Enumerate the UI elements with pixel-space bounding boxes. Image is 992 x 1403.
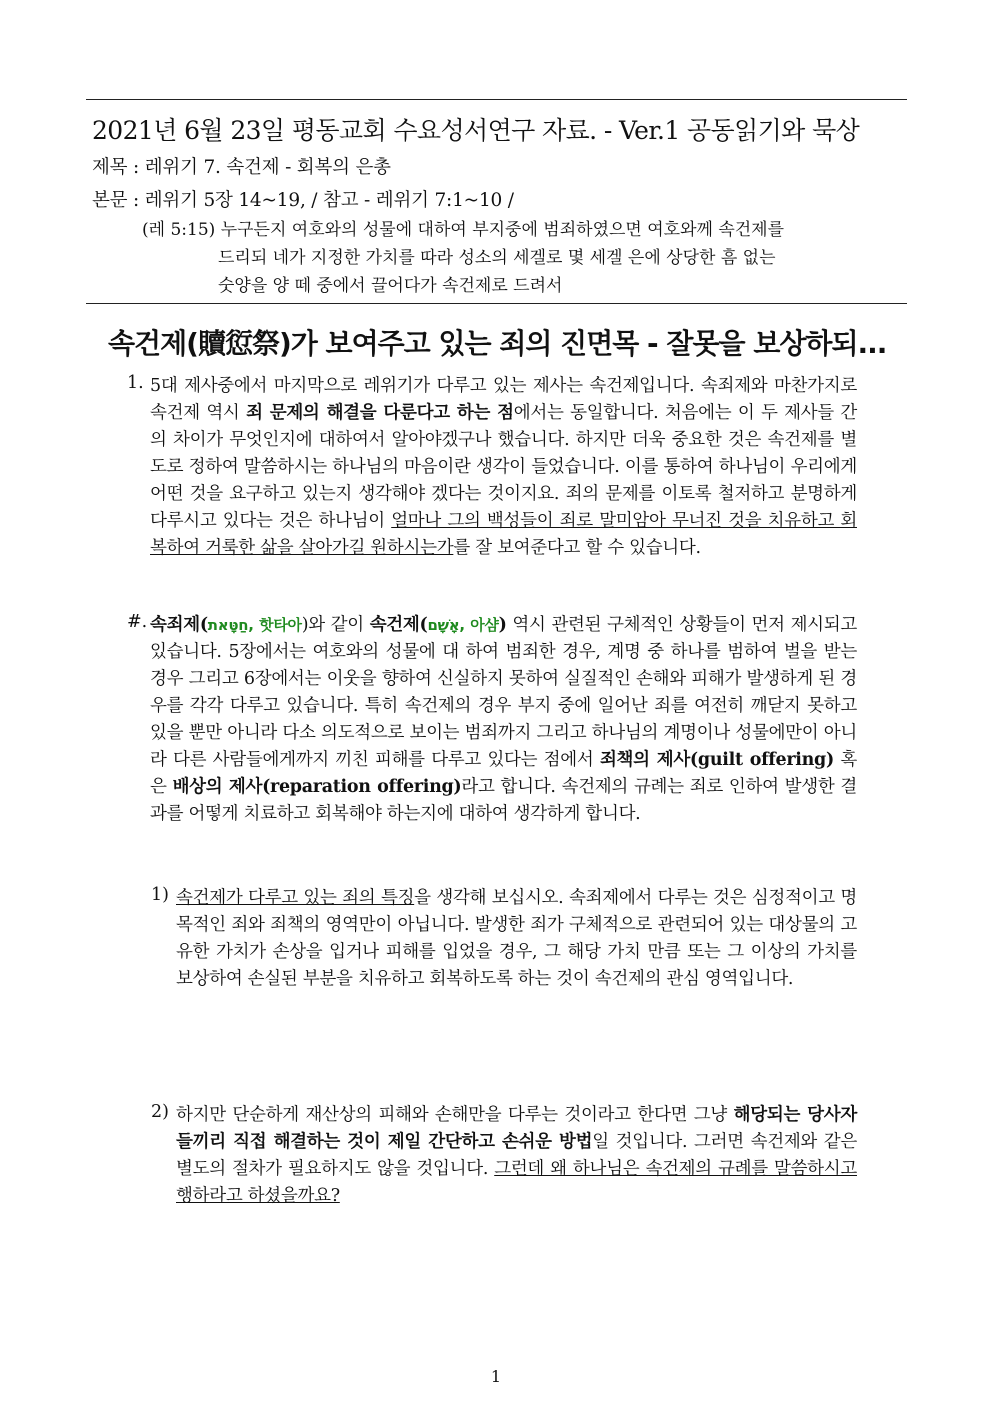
reparation-offering-term: 배상의 제사(reparation offering): [172, 777, 462, 797]
scripture-value: 레위기 5장 14~19, / 참고 - 레위기 7:1~10 /: [144, 190, 514, 211]
verse-line-1: (레 5:15) 누구든지 여호와의 성물에 대하여 부지중에 범죄하였으면 여호와께 속건제를: [142, 220, 785, 240]
item2-paragraph: 하지만 단순하게 재산상의 피해와 손해만을 다루는 것이라고 한다면 그냥 해당되는 당사자들끼리 직접 해결하는 것이 제일 간단하고 손쉬운 방법일 것입니다. 그러면 속건제와 같은 별도의 절차가 필요하지도 않을 것입니다. 그런데 왜 하나님은 속건제의 규례를 말씀하시고 행하라고 하셨을까요?: [176, 1105, 857, 1206]
scripture-label: 본문 :: [92, 190, 145, 211]
section1-underline: 얼마나 그의 백성들이 죄로 말미암아 무너진 것을 치유하고 회복하여 거룩한 삶을 살아가길 원하시는가: [150, 511, 857, 558]
verse-line-2: 드리되 네가 지정한 가치를 따라 성소의 세겔로 몇 세겔 은에 상당한 흠 없는: [218, 248, 776, 268]
item2-underline: 그런데 왜 하나님은 속건제의 규례를 말씀하시고 행하라고 하셨을까요?: [176, 1159, 857, 1206]
verse-quote: [142, 216, 857, 300]
item1-number: 1): [151, 885, 169, 905]
subject-value: 레위기 7. 속건제 - 회복의 은총: [144, 157, 391, 178]
section1-emphasis: 죄 문제의 해결을 다룬다고 하는 점: [246, 403, 514, 423]
hebrew-asham: אָשָׁם: [427, 616, 460, 634]
subject-label: 제목 :: [92, 157, 145, 178]
page-number: 1: [490, 1367, 502, 1386]
section2-paragraph: 속죄제(חַטָּאת, 핫타아)와 같이 속건제(אָשָׁם, 아샴) 역시 관련된 구체적인 상황들이 먼저 제시되고 있습니다. 5장에서는 여호와의 성물에 대 하여 범죄한 경우, 계명 중 하나를 범하여 벌을 받는 경우 그리고 6장에서는 이웃을 향하여 신실하지 못하여 실질적인 손해와 피해가 발생하게 된 경우를 각각 다루고 있습니다. 특히 속건제의 경우 부지 중에 일어난 죄를 여전히 깨닫지 못하고 있을 뿐만 아니라 다소 의도적으로 보이는 범죄까지 그리고 하나님의 계명이나 성물에만이 아니라 다른 사람들에게까지 끼친 피해를 다루고 있다는 점에서 죄책의 제사(guilt offering) 혹은 배상의 제사(reparation offering)라고 합니다. 속건제의 규례는 죄로 인하여 발생한 결과를 어떻게 치료하고 회복해야 하는지에 대하여 생각하게 합니다.: [150, 615, 857, 824]
verse-line-3: 숫양을 양 떼 중에서 끌어다가 속건제로 드려서: [218, 276, 563, 296]
section1-number: 1.: [127, 373, 144, 393]
item1-paragraph: 속건제가 다루고 있는 죄의 특징을 생각해 보십시오. 속죄제에서 다루는 것은 심정적이고 명목적인 죄와 죄책의 영역만이 아닙니다. 발생한 죄가 구체적으로 관련되어 있는 대상물의 고유한 가치가 손상을 입거나 피해를 입었을 경우, 그 해당 가치 만큼 또는 그 이상의 가치를 보상하여 손실된 부분을 치유하고 회복하도록 하는 것이 속건제의 관심 영역입니다.: [176, 888, 857, 989]
top-rule: [86, 99, 907, 100]
subject-line: [92, 153, 391, 179]
section2-marker: #.: [127, 612, 148, 632]
verse-ref: (레 5:15): [142, 220, 216, 240]
scripture-line: [92, 186, 514, 212]
item2-number: 2): [151, 1102, 169, 1122]
hebrew-hattaat: חַטָּאת: [207, 616, 249, 634]
item2-emphasis: 해당되는 당사자들끼리 직접 해결하는 것이 제일 간단하고 손쉬운 방법: [176, 1105, 857, 1152]
guilt-offering-term: 죄책의 제사(guilt offering): [599, 750, 834, 770]
mid-rule: [86, 303, 907, 304]
section-heading: 속건제(贖愆祭)가 보여주고 있는 죄의 진면목 - 잘못을 보상하되...: [108, 327, 887, 360]
item1-underline: 속건제가 다루고 있는 죄의 특징: [176, 888, 415, 908]
section1-paragraph: 5대 제사중에서 마지막으로 레위기가 다루고 있는 제사는 속건제입니다. 속죄제와 마찬가지로 속건제 역시 죄 문제의 해결을 다룬다고 하는 점에서는 동일합니다. 처음에는 이 두 제사들 간의 차이가 무엇인지에 대하여서 알아야겠구나 했습니다. 하지만 더욱 중요한 것은 속건제를 별도로 정하여 말씀하시는 하나님의 마음이란 생각이 들었습니다. 이를 통하여 하나님이 우리에게 어떤 것을 요구하고 있는지 생각해야 겠다는 것이지요. 죄의 문제를 이토록 철저하고 분명하게 다루시고 있다는 것은 하나님이 얼마나 그의 백성들이 죄로 말미암아 무너진 것을 치유하고 회복하여 거룩한 삶을 살아가길 원하시는가를 잘 보여준다고 할 수 있습니다.: [150, 376, 858, 558]
document-title: 2021년 6월 23일 평동교회 수요성서연구 자료. - Ver.1 공동읽기와 묵상: [92, 116, 860, 145]
